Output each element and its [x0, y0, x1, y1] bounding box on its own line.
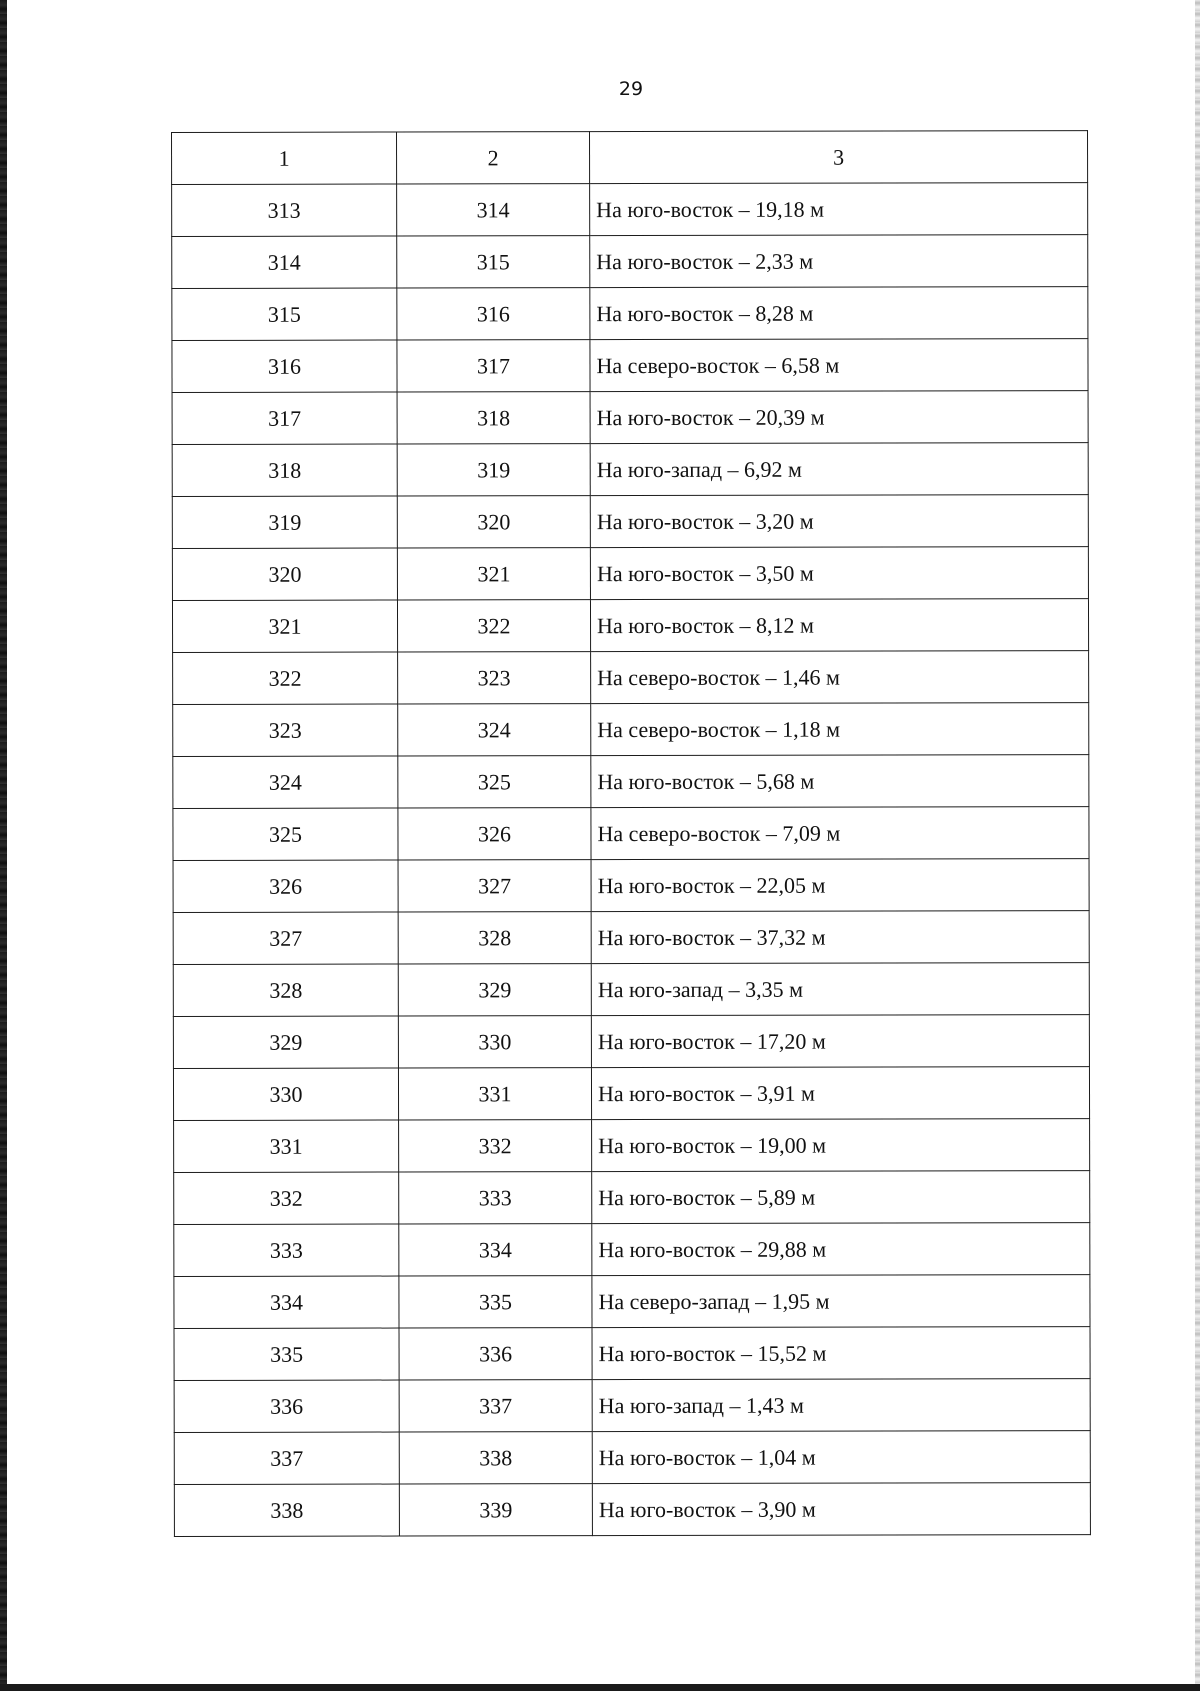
direction-distance-cell: На северо-восток – 7,09 м [591, 807, 1089, 860]
point-to-cell: 331 [398, 1068, 591, 1120]
table-row [173, 703, 1089, 757]
point-from-cell: 318 [172, 444, 397, 496]
point-to-cell: 318 [397, 392, 590, 444]
point-from-cell: 313 [172, 184, 397, 236]
point-from-cell: 323 [173, 704, 398, 756]
point-to-cell: 330 [398, 1016, 591, 1068]
direction-distance-cell: На юго-восток – 1,04 м [592, 1431, 1090, 1484]
table-row [173, 1067, 1089, 1121]
table-row [173, 859, 1089, 913]
table-row [172, 287, 1088, 341]
direction-distance-cell: На северо-восток – 1,18 м [591, 703, 1089, 756]
point-from-cell: 321 [172, 600, 397, 652]
point-to-cell: 314 [397, 184, 590, 236]
table-row [172, 183, 1088, 237]
direction-distance-cell: На юго-восток – 2,33 м [590, 235, 1088, 288]
table-row [173, 651, 1089, 705]
direction-distance-cell: На юго-запад – 6,92 м [590, 443, 1088, 496]
column-header-3: 3 [590, 131, 1088, 184]
point-to-cell: 335 [399, 1276, 592, 1328]
point-to-cell: 324 [398, 704, 591, 756]
point-from-cell: 337 [174, 1432, 399, 1484]
scan-edge-left [0, 0, 7, 1691]
point-from-cell: 333 [174, 1224, 399, 1276]
direction-distance-cell: На северо-восток – 1,46 м [591, 651, 1089, 704]
direction-distance-cell: На юго-запад – 3,35 м [591, 963, 1089, 1016]
point-to-cell: 321 [397, 548, 590, 600]
direction-distance-cell: На юго-восток – 5,68 м [591, 755, 1089, 808]
direction-distance-cell: На юго-восток – 20,39 м [590, 391, 1088, 444]
column-header-1: 1 [172, 132, 397, 184]
point-to-cell: 325 [398, 756, 591, 808]
point-from-cell: 330 [173, 1068, 398, 1120]
table-row [174, 1119, 1090, 1173]
table-row [172, 599, 1088, 653]
table-row [174, 1379, 1090, 1433]
point-from-cell: 332 [174, 1172, 399, 1224]
table-row [174, 1431, 1090, 1485]
table-row [172, 235, 1088, 289]
point-from-cell: 336 [174, 1380, 399, 1432]
direction-distance-cell: На юго-восток – 5,89 м [592, 1171, 1090, 1224]
direction-distance-cell: На юго-восток – 19,00 м [592, 1119, 1090, 1172]
column-header-2: 2 [397, 132, 590, 184]
direction-distance-cell: На юго-восток – 22,05 м [591, 859, 1089, 912]
table-row [173, 1015, 1089, 1069]
point-from-cell: 314 [172, 236, 397, 288]
point-from-cell: 328 [173, 964, 398, 1016]
table-row [172, 547, 1088, 601]
page-number: 29 [618, 78, 644, 100]
direction-distance-cell: На юго-восток – 17,20 м [591, 1015, 1089, 1068]
point-from-cell: 324 [173, 756, 398, 808]
point-to-cell: 339 [399, 1484, 592, 1536]
table-row [173, 755, 1089, 809]
point-to-cell: 336 [399, 1328, 592, 1380]
point-to-cell: 327 [398, 860, 591, 912]
point-to-cell: 334 [399, 1224, 592, 1276]
point-to-cell: 328 [398, 912, 591, 964]
direction-distance-cell: На юго-восток – 3,50 м [590, 547, 1088, 600]
direction-distance-cell: На юго-восток – 3,90 м [592, 1483, 1090, 1536]
table-row [174, 1327, 1090, 1381]
point-from-cell: 320 [172, 548, 397, 600]
direction-distance-cell: На юго-восток – 8,28 м [590, 287, 1088, 340]
point-from-cell: 334 [174, 1276, 399, 1328]
direction-distance-cell: На юго-восток – 3,91 м [591, 1067, 1089, 1120]
table-row [172, 391, 1088, 445]
table-header-row [172, 131, 1088, 185]
table-row [172, 339, 1088, 393]
point-to-cell: 337 [399, 1380, 592, 1432]
table-row [174, 1483, 1090, 1537]
scan-edge-right [1195, 0, 1200, 1691]
point-to-cell: 332 [399, 1120, 592, 1172]
point-to-cell: 317 [397, 340, 590, 392]
table-row [172, 495, 1088, 549]
point-to-cell: 326 [398, 808, 591, 860]
point-to-cell: 315 [397, 236, 590, 288]
point-to-cell: 329 [398, 964, 591, 1016]
scan-edge-bottom [0, 1684, 1200, 1691]
point-from-cell: 317 [172, 392, 397, 444]
point-from-cell: 338 [174, 1484, 399, 1536]
direction-distance-cell: На северо-запад – 1,95 м [592, 1275, 1090, 1328]
point-to-cell: 338 [399, 1432, 592, 1484]
direction-distance-cell: На юго-запад – 1,43 м [592, 1379, 1090, 1432]
point-to-cell: 323 [398, 652, 591, 704]
direction-distance-cell: На северо-восток – 6,58 м [590, 339, 1088, 392]
direction-distance-cell: На юго-восток – 15,52 м [592, 1327, 1090, 1380]
point-from-cell: 335 [174, 1328, 399, 1380]
point-from-cell: 316 [172, 340, 397, 392]
point-from-cell: 329 [173, 1016, 398, 1068]
point-from-cell: 319 [172, 496, 397, 548]
point-from-cell: 322 [173, 652, 398, 704]
direction-distance-cell: На юго-восток – 19,18 м [590, 183, 1088, 236]
table-row [172, 443, 1088, 497]
direction-distance-cell: На юго-восток – 3,20 м [590, 495, 1088, 548]
point-to-cell: 319 [397, 444, 590, 496]
table-body [172, 131, 1091, 1537]
point-from-cell: 325 [173, 808, 398, 860]
point-to-cell: 333 [399, 1172, 592, 1224]
point-to-cell: 322 [397, 600, 590, 652]
table-row [174, 1275, 1090, 1329]
direction-distance-cell: На юго-восток – 29,88 м [592, 1223, 1090, 1276]
boundary-points-table [171, 130, 1091, 1537]
point-from-cell: 315 [172, 288, 397, 340]
table-row [173, 807, 1089, 861]
point-from-cell: 327 [173, 912, 398, 964]
point-to-cell: 316 [397, 288, 590, 340]
table-row [174, 1223, 1090, 1277]
direction-distance-cell: На юго-восток – 37,32 м [591, 911, 1089, 964]
point-from-cell: 331 [174, 1120, 399, 1172]
point-from-cell: 326 [173, 860, 398, 912]
direction-distance-cell: На юго-восток – 8,12 м [590, 599, 1088, 652]
table-row [174, 1171, 1090, 1225]
table-row [173, 911, 1089, 965]
table-row [173, 963, 1089, 1017]
point-to-cell: 320 [397, 496, 590, 548]
